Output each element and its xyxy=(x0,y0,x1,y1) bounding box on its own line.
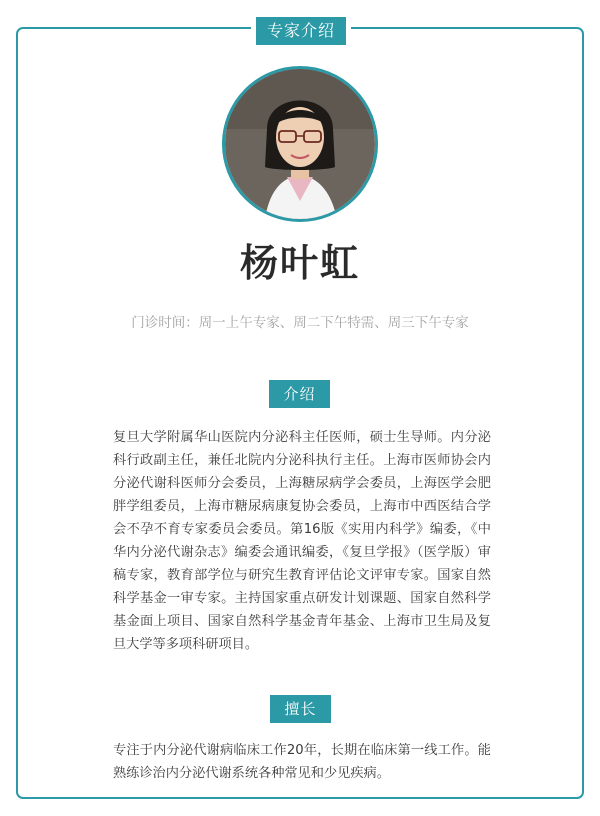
section-badge-expertise: 擅长 xyxy=(270,695,331,723)
avatar xyxy=(222,66,378,222)
doctor-name: 杨叶虹 xyxy=(239,240,360,285)
header-tab xyxy=(251,17,351,45)
portrait-photo-icon xyxy=(225,69,375,219)
header-title: 专家介绍 xyxy=(256,17,346,45)
intro-paragraph: 复旦大学附属华山医院内分泌科主任医师，硕士生导师。内分泌科行政副主任，兼任北院内分泌科执行主任。上海市医师协会内分泌代谢科医师分会委员，上海糖尿病学会委员，上海医学会肥胖学组委员，上海市糖尿病康复协会委员，上海市中西医结合学会不孕不育专家委员会委员。第16版《实用内科学》编委，《中华内分泌代谢杂志》编委会通讯编委，《复旦学报》（医学版）审稿专家，教育部学位与研究生教育评估论文评审专家。国家自然科学基金一审专家。主持国家重点研发计划课题、国家自然科学基金面上项目、国家自然科学基金青年基金、上海市卫生局及复旦大学等多项科研项目。 xyxy=(113,430,491,652)
clinic-hours: 门诊时间：周一上午专家、周二下午特需、周三下午专家 xyxy=(131,315,469,331)
expertise-paragraph: 专注于内分泌代谢病临床工作20年，长期在临床第一线工作。能熟练诊治内分泌代谢系统各种常见和少见疾病。 xyxy=(113,743,491,781)
section-badge-intro: 介绍 xyxy=(269,380,330,408)
